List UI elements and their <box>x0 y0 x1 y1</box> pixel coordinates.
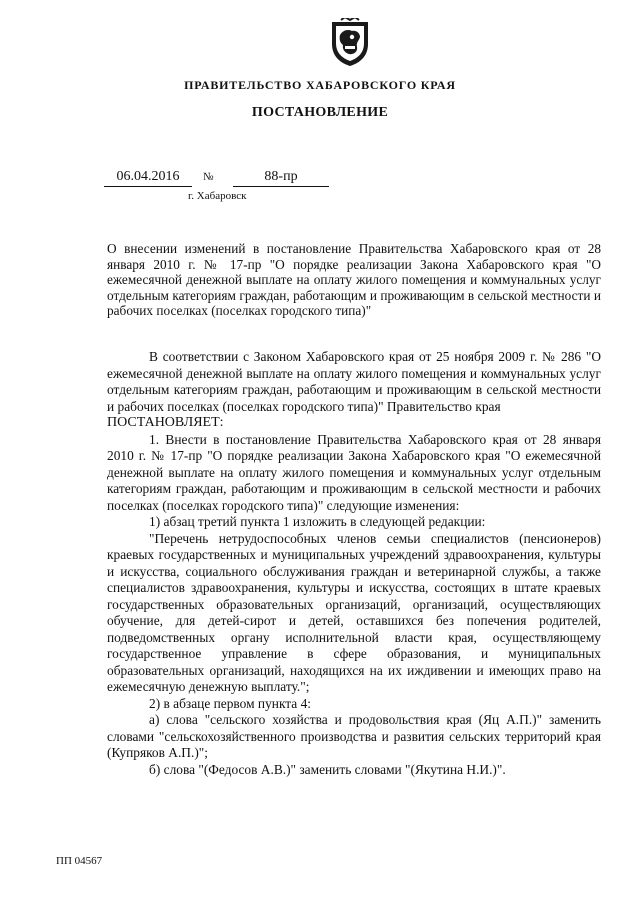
document-type: ПОСТАНОВЛЕНИЕ <box>251 105 389 120</box>
document-body <box>107 349 601 778</box>
city: г. Хабаровск <box>188 190 247 202</box>
footer-code: ПП 04567 <box>56 855 103 867</box>
document-subject: О внесении изменений в постановление Правительства Хабаровского края от 28 января 2010 г. № 17-пр "О порядке реализации Закона Хабаровского края "О ежемесячной денежной выплате на оплату жилого помещения и коммунальных услуг отдельным категориям граждан, работающим и проживающим в сельской местности и рабочих поселках (поселках городского типа)" <box>107 241 601 318</box>
preamble-paragraph: В соответствии с Законом Хабаровского края от 25 ноября 2009 г. № 286 "О ежемесячной денежной выплате на оплату жилого помещения и коммунальных услуг отдельным категориям граждан, работающим и проживающим в сельской местности и рабочих поселках (поселках городского типа)" Правительство края <box>107 349 601 414</box>
item-1-2a-paragraph: а) слова "сельского хозяйства и продовольствия края (Яц А.П.)" заменить словами "сельскохозяйственного производства и развития сельских территорий края (Купряков А.П.)"; <box>107 712 601 760</box>
item-1-paragraph: 1. Внести в постановление Правительства Хабаровского края от 28 января 2010 г. № 17-пр "О порядке реализации Закона Хабаровского края "О ежемесячной денежной выплате на оплату жилого помещения и коммунальных услуг отдельным категориям граждан, работающим и проживающим в сельской местности и рабочих поселках (поселках городского типа)" следующие изменения: <box>107 431 601 513</box>
coat-of-arms-icon <box>327 18 373 68</box>
item-1-2b-paragraph: б) слова "(Федосов А.В.)" заменить словами "(Якутина Н.И.)". <box>149 761 506 777</box>
resolves-heading: ПОСТАНОВЛЯЕТ: <box>107 415 224 430</box>
item-1-2-paragraph: 2) в абзаце первом пункта 4: <box>149 695 311 711</box>
government-name: ПРАВИТЕЛЬСТВО ХАБАРОВСКОГО КРАЯ <box>184 78 456 92</box>
number-sign: № <box>203 171 214 183</box>
quoted-text-paragraph: "Перечень нетрудоспособных членов семьи специалистов (пенсионеров) краевых государственных и муниципальных учреждений здравоохранения, культуры и искусства, социального обслуживания граждан и ветеринарной службы, а также специалистов здравоохранения, культуры и искусства, состоящих в штате краевых государственных образовательных организаций, организаций, осуществляющих обучение, для детей-сирот и детей, оставшихся без попечения родителей, подведомственных органу исполнительной власти края, осуществляющему государственное управление в сфере образования, и муниципальных образовательных организаций, находящихся на их иждивении и имеющих право на ежемесячную денежную выплату."; <box>107 530 601 694</box>
item-1-1-paragraph: 1) абзац третий пункта 1 изложить в следующей редакции: <box>149 514 486 529</box>
document-number: 88-пр <box>233 168 329 187</box>
document-date: 06.04.2016 <box>104 168 192 187</box>
